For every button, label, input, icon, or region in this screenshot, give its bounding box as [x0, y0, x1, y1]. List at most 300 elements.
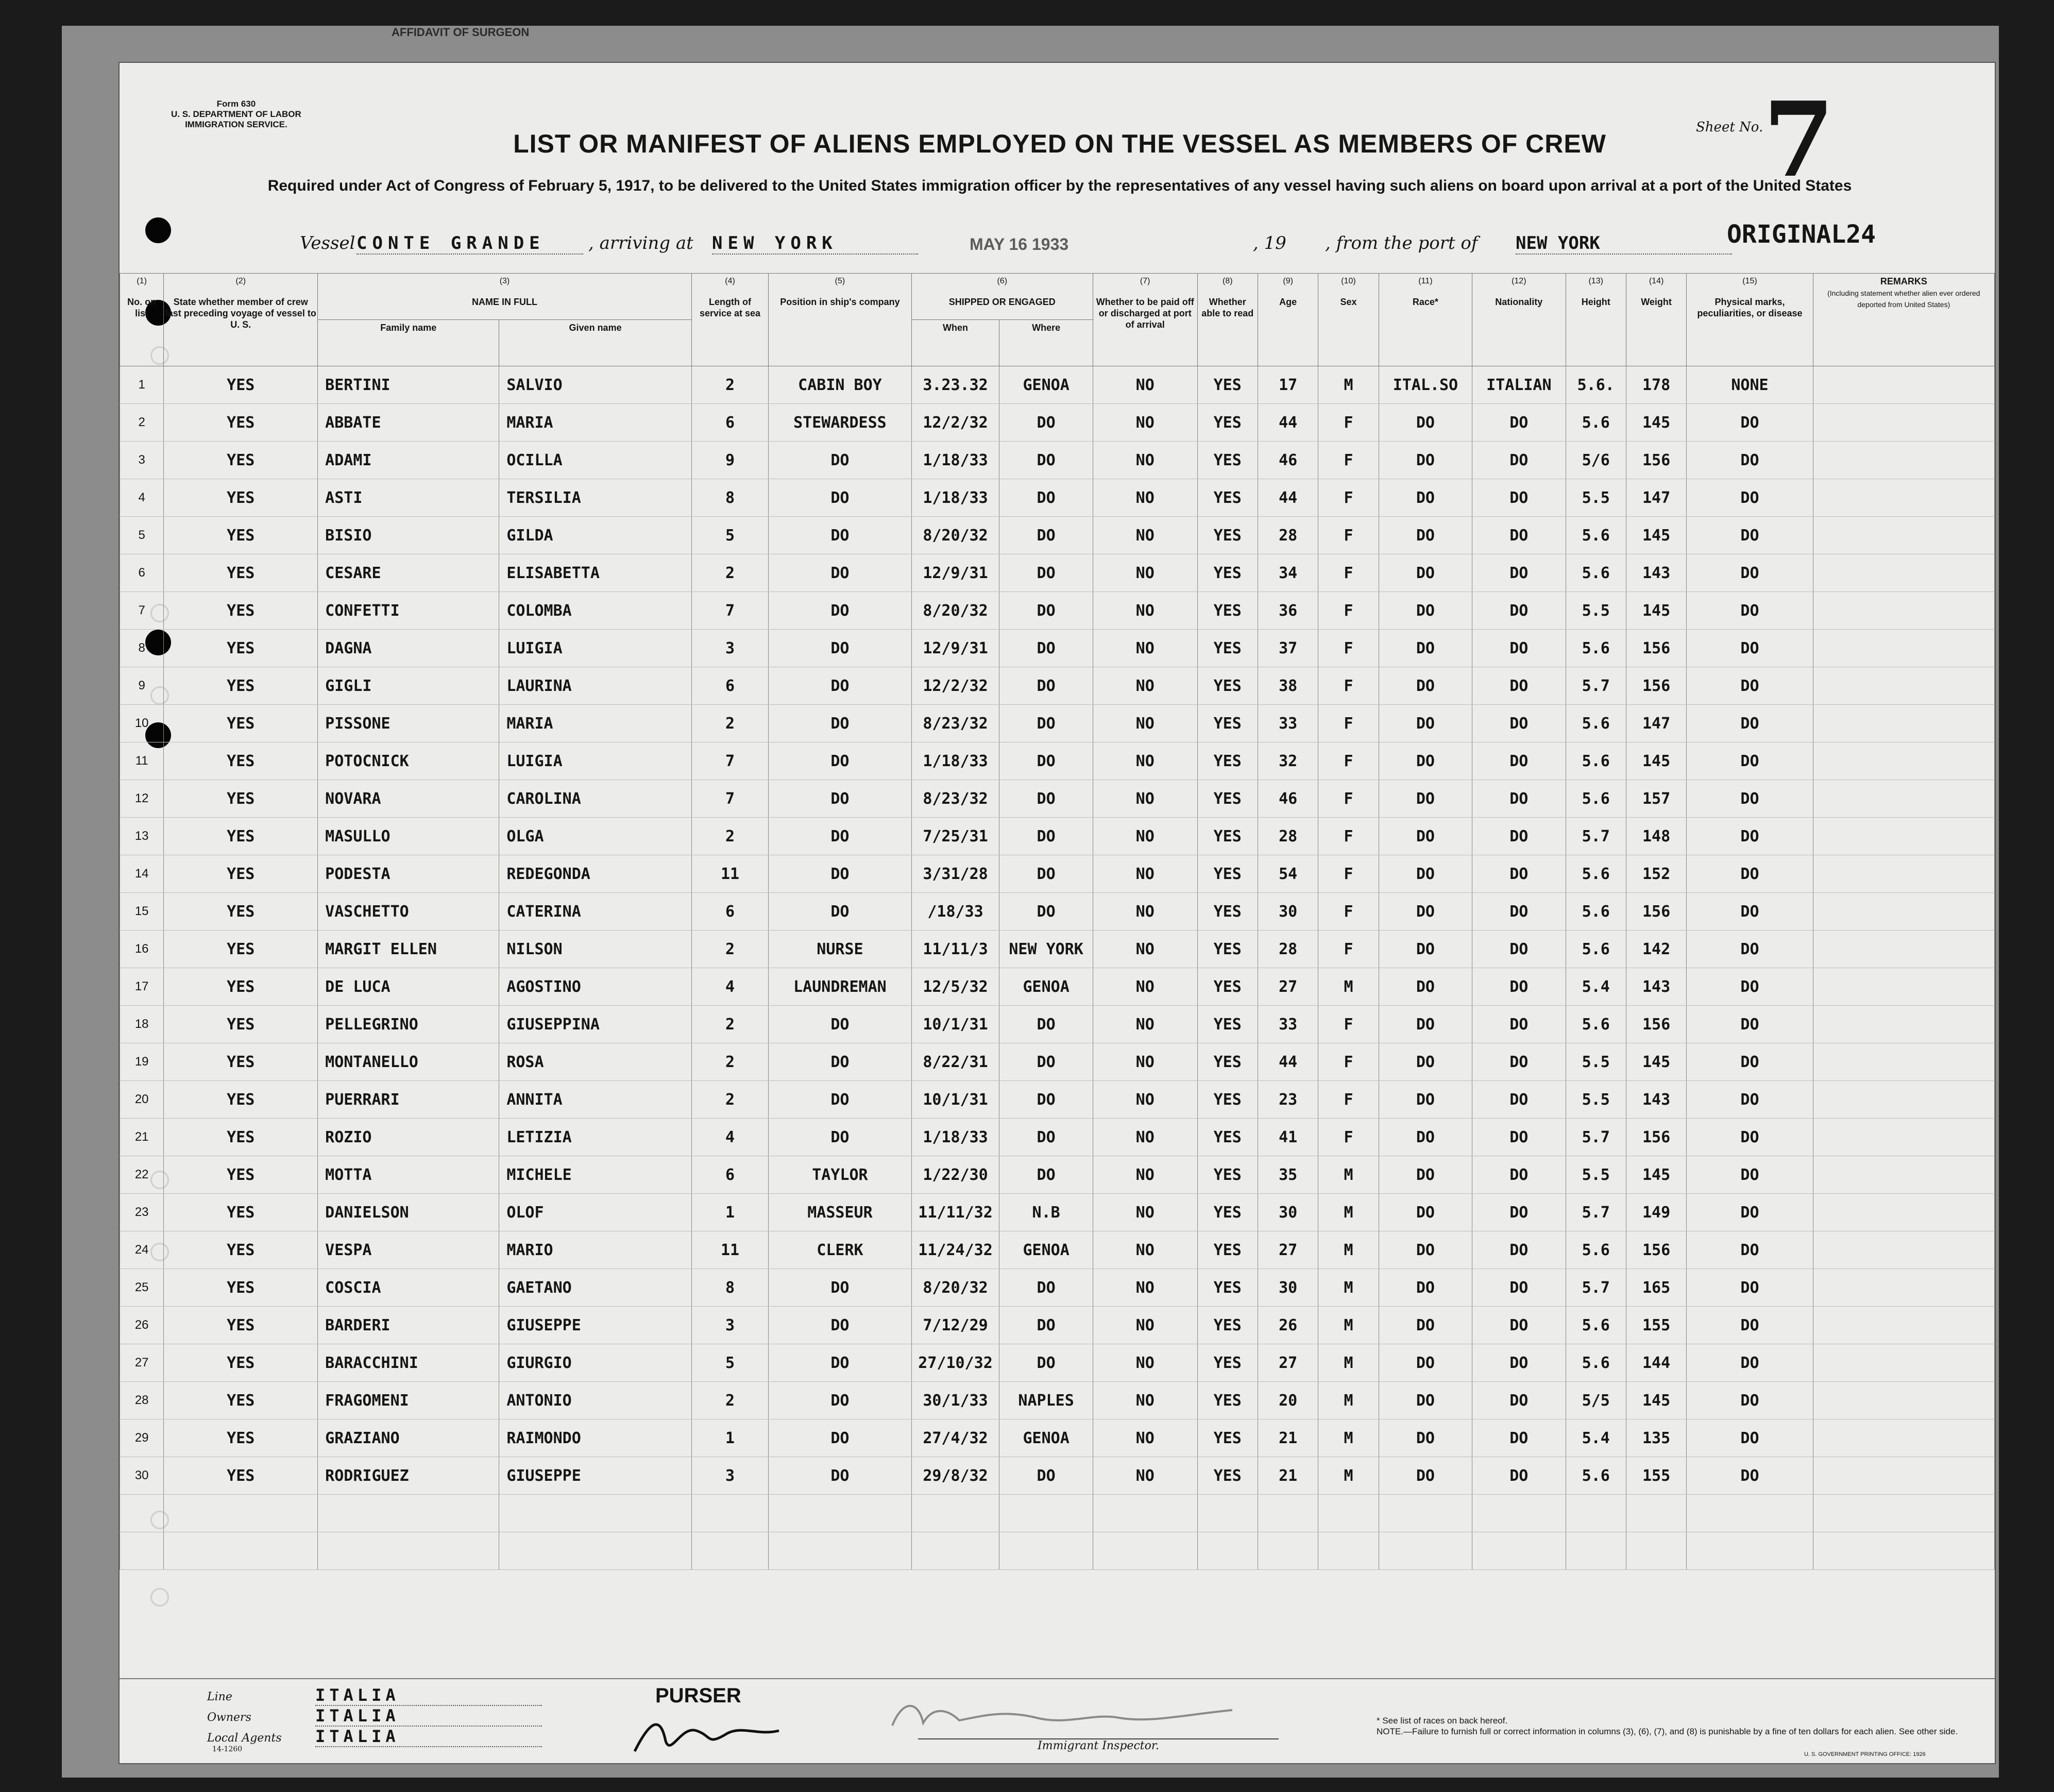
nationality-cell: DO: [1472, 1269, 1566, 1307]
family-name-cell: ADAMI: [318, 442, 499, 479]
given-name-cell: ROSA: [499, 1043, 692, 1081]
position-cell: DO: [769, 630, 911, 667]
age-cell: 28: [1258, 818, 1318, 855]
weight-cell: 147: [1626, 705, 1686, 742]
shipped-where-cell: DO: [999, 855, 1093, 893]
weight-cell: 143: [1626, 554, 1686, 592]
race-cell: DO: [1379, 1231, 1472, 1269]
service-length-cell: 2: [691, 366, 768, 404]
nationality-cell: DO: [1472, 893, 1566, 931]
col-header-where: Where: [999, 320, 1093, 366]
sheet-number: 7: [1763, 79, 1835, 200]
sex-cell: [1318, 1495, 1379, 1532]
shipped-where-cell: [999, 1495, 1093, 1532]
weight-cell: 156: [1626, 1231, 1686, 1269]
age-cell: 44: [1258, 479, 1318, 517]
remarks-cell: [1813, 1419, 1994, 1457]
nationality-cell: DO: [1472, 630, 1566, 667]
weight-cell: 156: [1626, 1119, 1686, 1156]
shipped-when-cell: 7/12/29: [911, 1307, 999, 1344]
age-cell: 30: [1258, 1194, 1318, 1231]
line-label: Line: [207, 1690, 232, 1703]
nationality-cell: DO: [1472, 479, 1566, 517]
shipped-when-cell: 11/24/32: [911, 1231, 999, 1269]
remarks-cell: [1813, 1156, 1994, 1194]
able-to-read-cell: YES: [1197, 1269, 1258, 1307]
shipped-where-cell: GENOA: [999, 366, 1093, 404]
row-number-cell: 23: [120, 1194, 164, 1231]
position-cell: DO: [769, 893, 911, 931]
nationality-cell: [1472, 1495, 1566, 1532]
col-header-read: (8) Whether able to read: [1197, 274, 1258, 366]
prev-voyage-cell: YES: [164, 1307, 318, 1344]
shipped-when-cell: 10/1/31: [911, 1081, 999, 1119]
physical-marks-cell: DO: [1687, 931, 1813, 968]
prev-voyage-cell: YES: [164, 742, 318, 780]
position-cell: DO: [769, 1457, 911, 1495]
shipped-when-cell: 27/4/32: [911, 1419, 999, 1457]
physical-marks-cell: DO: [1687, 1419, 1813, 1457]
position-cell: DO: [769, 1419, 911, 1457]
race-cell: DO: [1379, 1307, 1472, 1344]
row-number-cell: 30: [120, 1457, 164, 1495]
shipped-when-cell: 12/9/31: [911, 630, 999, 667]
position-cell: DO: [769, 1344, 911, 1382]
table-row: [120, 1119, 1995, 1156]
prev-voyage-cell: YES: [164, 1081, 318, 1119]
able-to-read-cell: YES: [1197, 742, 1258, 780]
crew-table-body: [120, 366, 1995, 1570]
paid-off-cell: NO: [1093, 1344, 1197, 1382]
able-to-read-cell: YES: [1197, 780, 1258, 818]
weight-cell: 145: [1626, 742, 1686, 780]
family-name-cell: [318, 1495, 499, 1532]
manifest-sheet: [118, 62, 1996, 1764]
col-header-family-name: Family name: [318, 320, 499, 366]
able-to-read-cell: YES: [1197, 1119, 1258, 1156]
position-cell: DO: [769, 780, 911, 818]
height-cell: 5.7: [1566, 818, 1626, 855]
shipped-where-cell: DO: [999, 1269, 1093, 1307]
paid-off-cell: NO: [1093, 479, 1197, 517]
service-length-cell: 7: [691, 742, 768, 780]
given-name-cell: REDEGONDA: [499, 855, 692, 893]
race-cell: DO: [1379, 1119, 1472, 1156]
service-length-cell: 5: [691, 517, 768, 554]
height-cell: 5.6: [1566, 404, 1626, 442]
remarks-cell: [1813, 592, 1994, 630]
prev-voyage-cell: YES: [164, 1269, 318, 1307]
position-cell: DO: [769, 1269, 911, 1307]
weight-cell: [1626, 1495, 1686, 1532]
weight-cell: 156: [1626, 1006, 1686, 1043]
weight-cell: 142: [1626, 931, 1686, 968]
col-header-no: (1) No. on list: [120, 274, 164, 366]
remarks-cell: [1813, 893, 1994, 931]
position-cell: DO: [769, 705, 911, 742]
shipped-when-cell: 12/5/32: [911, 968, 999, 1006]
service-length-cell: 6: [691, 667, 768, 705]
able-to-read-cell: YES: [1197, 554, 1258, 592]
remarks-cell: [1813, 1006, 1994, 1043]
height-cell: 5.6: [1566, 630, 1626, 667]
position-cell: DO: [769, 517, 911, 554]
shipped-when-cell: 12/9/31: [911, 554, 999, 592]
shipped-when-cell: 30/1/33: [911, 1382, 999, 1419]
given-name-cell: RAIMONDO: [499, 1419, 692, 1457]
height-cell: 5.7: [1566, 1119, 1626, 1156]
shipped-when-cell: 8/20/32: [911, 592, 999, 630]
sex-cell: M: [1318, 1231, 1379, 1269]
sex-cell: F: [1318, 742, 1379, 780]
col-header-name: (3) NAME IN FULL: [318, 274, 692, 320]
shipped-where-cell: DO: [999, 442, 1093, 479]
service-length-cell: 9: [691, 442, 768, 479]
physical-marks-cell: DO: [1687, 1307, 1813, 1344]
physical-marks-cell: DO: [1687, 1344, 1813, 1382]
service-length-cell: 2: [691, 1382, 768, 1419]
table-row: [120, 479, 1995, 517]
nationality-cell: DO: [1472, 1344, 1566, 1382]
paid-off-cell: NO: [1093, 968, 1197, 1006]
height-cell: 5.5: [1566, 592, 1626, 630]
table-row: [120, 1307, 1995, 1344]
prev-voyage-cell: YES: [164, 1344, 318, 1382]
family-name-cell: NOVARA: [318, 780, 499, 818]
paid-off-cell: NO: [1093, 818, 1197, 855]
physical-marks-cell: DO: [1687, 1457, 1813, 1495]
able-to-read-cell: YES: [1197, 1419, 1258, 1457]
row-number-cell: 5: [120, 517, 164, 554]
inspector-label: Immigrant Inspector.: [918, 1738, 1279, 1752]
race-cell: DO: [1379, 705, 1472, 742]
page-subtitle: Required under Act of Congress of February 5, 1917, to be delivered to the United States immigration officer by the representatives of any vessel having such aliens on board upon arrival at a port of the United States: [267, 177, 1852, 194]
age-cell: 41: [1258, 1119, 1318, 1156]
remarks-cell: [1813, 479, 1994, 517]
physical-marks-cell: DO: [1687, 968, 1813, 1006]
prev-voyage-cell: YES: [164, 1119, 318, 1156]
physical-marks-cell: DO: [1687, 1119, 1813, 1156]
row-number-cell: 10: [120, 705, 164, 742]
prev-voyage-cell: YES: [164, 442, 318, 479]
weight-cell: 156: [1626, 893, 1686, 931]
paid-off-cell: NO: [1093, 404, 1197, 442]
given-name-cell: LAURINA: [499, 667, 692, 705]
table-row: [120, 931, 1995, 968]
table-row: [120, 366, 1995, 404]
given-name-cell: COLOMBA: [499, 592, 692, 630]
service-length-cell: 7: [691, 592, 768, 630]
sex-cell: M: [1318, 1307, 1379, 1344]
race-cell: [1379, 1532, 1472, 1570]
shipped-where-cell: N.B: [999, 1194, 1093, 1231]
weight-cell: 152: [1626, 855, 1686, 893]
remarks-cell: [1813, 780, 1994, 818]
sex-cell: M: [1318, 1344, 1379, 1382]
position-cell: DO: [769, 1043, 911, 1081]
physical-marks-cell: [1687, 1495, 1813, 1532]
family-name-cell: MOTTA: [318, 1156, 499, 1194]
col-header-when: When: [911, 320, 999, 366]
race-cell: DO: [1379, 931, 1472, 968]
shipped-where-cell: DO: [999, 667, 1093, 705]
printer-imprint: U. S. GOVERNMENT PRINTING OFFICE: 1926: [1804, 1751, 1926, 1757]
given-name-cell: LUIGIA: [499, 742, 692, 780]
shipped-when-cell: [911, 1532, 999, 1570]
sex-cell: M: [1318, 366, 1379, 404]
row-number-cell: 22: [120, 1156, 164, 1194]
row-number-cell: 17: [120, 968, 164, 1006]
age-cell: 21: [1258, 1457, 1318, 1495]
table-row: [120, 667, 1995, 705]
nationality-cell: DO: [1472, 968, 1566, 1006]
service-length-cell: 6: [691, 1156, 768, 1194]
physical-marks-cell: NONE: [1687, 366, 1813, 404]
nationality-cell: DO: [1472, 1006, 1566, 1043]
sex-cell: M: [1318, 968, 1379, 1006]
height-cell: 5.5: [1566, 1156, 1626, 1194]
prev-voyage-cell: YES: [164, 1006, 318, 1043]
sex-cell: F: [1318, 893, 1379, 931]
table-row: [120, 517, 1995, 554]
given-name-cell: LETIZIA: [499, 1119, 692, 1156]
shipped-when-cell: 29/8/32: [911, 1457, 999, 1495]
shipped-when-cell: 7/25/31: [911, 818, 999, 855]
given-name-cell: ELISABETTA: [499, 554, 692, 592]
position-cell: DO: [769, 1382, 911, 1419]
shipped-when-cell: 11/11/32: [911, 1194, 999, 1231]
col-header-height: (13) Height: [1566, 274, 1626, 366]
able-to-read-cell: YES: [1197, 1194, 1258, 1231]
race-cell: DO: [1379, 1457, 1472, 1495]
given-name-cell: MARIA: [499, 705, 692, 742]
prev-voyage-cell: YES: [164, 554, 318, 592]
service-length-cell: 11: [691, 1231, 768, 1269]
age-cell: 44: [1258, 404, 1318, 442]
shipped-when-cell: 8/23/32: [911, 705, 999, 742]
age-cell: 20: [1258, 1382, 1318, 1419]
position-cell: DO: [769, 592, 911, 630]
table-row: [120, 1081, 1995, 1119]
race-cell: DO: [1379, 1156, 1472, 1194]
race-cell: [1379, 1495, 1472, 1532]
family-name-cell: MONTANELLO: [318, 1043, 499, 1081]
height-cell: 5.6: [1566, 893, 1626, 931]
nationality-cell: DO: [1472, 1231, 1566, 1269]
position-cell: MASSEUR: [769, 1194, 911, 1231]
nationality-cell: DO: [1472, 592, 1566, 630]
nationality-cell: DO: [1472, 1156, 1566, 1194]
table-row: [120, 592, 1995, 630]
shipped-when-cell: 1/18/33: [911, 742, 999, 780]
weight-cell: 144: [1626, 1344, 1686, 1382]
service-length-cell: 7: [691, 780, 768, 818]
race-cell: DO: [1379, 630, 1472, 667]
age-cell: 27: [1258, 968, 1318, 1006]
prev-voyage-cell: YES: [164, 404, 318, 442]
col-header-position: (5) Position in ship's company: [769, 274, 911, 366]
service-length-cell: 3: [691, 1457, 768, 1495]
col-header-physical-marks: (15) Physical marks, peculiarities, or disease: [1687, 274, 1813, 366]
given-name-cell: ANNITA: [499, 1081, 692, 1119]
year-label: , 19: [1253, 233, 1286, 253]
height-cell: 5.6: [1566, 1006, 1626, 1043]
table-row: [120, 742, 1995, 780]
height-cell: 5/6: [1566, 442, 1626, 479]
form-identifier: [171, 99, 301, 130]
race-cell: DO: [1379, 855, 1472, 893]
shipped-where-cell: GENOA: [999, 968, 1093, 1006]
paid-off-cell: NO: [1093, 1457, 1197, 1495]
race-cell: DO: [1379, 780, 1472, 818]
nationality-cell: DO: [1472, 780, 1566, 818]
physical-marks-cell: DO: [1687, 893, 1813, 931]
paid-off-cell: NO: [1093, 1006, 1197, 1043]
age-cell: 28: [1258, 931, 1318, 968]
vessel-line: [300, 233, 1742, 264]
service-length-cell: 1: [691, 1419, 768, 1457]
weight-cell: 143: [1626, 968, 1686, 1006]
able-to-read-cell: YES: [1197, 404, 1258, 442]
col-header-nationality: (12) Nationality: [1472, 274, 1566, 366]
age-cell: 38: [1258, 667, 1318, 705]
physical-marks-cell: DO: [1687, 404, 1813, 442]
shipped-where-cell: DO: [999, 780, 1093, 818]
remarks-cell: [1813, 968, 1994, 1006]
prev-voyage-cell: YES: [164, 630, 318, 667]
given-name-cell: MICHELE: [499, 1156, 692, 1194]
family-name-cell: PODESTA: [318, 855, 499, 893]
race-cell: DO: [1379, 1344, 1472, 1382]
position-cell: DO: [769, 479, 911, 517]
nationality-cell: DO: [1472, 1194, 1566, 1231]
agents-label: Local Agents: [207, 1732, 282, 1745]
shipped-where-cell: DO: [999, 705, 1093, 742]
binder-hole: [145, 217, 171, 243]
prev-voyage-cell: YES: [164, 780, 318, 818]
paid-off-cell: [1093, 1495, 1197, 1532]
sex-cell: F: [1318, 1119, 1379, 1156]
sex-cell: F: [1318, 442, 1379, 479]
able-to-read-cell: [1197, 1532, 1258, 1570]
table-row: [120, 554, 1995, 592]
nationality-cell: DO: [1472, 1307, 1566, 1344]
remarks-cell: [1813, 442, 1994, 479]
sex-cell: F: [1318, 479, 1379, 517]
position-cell: NURSE: [769, 931, 911, 968]
prev-voyage-cell: [164, 1532, 318, 1570]
given-name-cell: CATERINA: [499, 893, 692, 931]
race-cell: DO: [1379, 1006, 1472, 1043]
nationality-cell: DO: [1472, 404, 1566, 442]
remarks-cell: [1813, 855, 1994, 893]
paid-off-cell: NO: [1093, 1419, 1197, 1457]
family-name-cell: PISSONE: [318, 705, 499, 742]
age-cell: [1258, 1532, 1318, 1570]
physical-marks-cell: DO: [1687, 554, 1813, 592]
row-number-cell: 8: [120, 630, 164, 667]
race-cell: DO: [1379, 1382, 1472, 1419]
department-name: U. S. DEPARTMENT OF LABOR: [171, 109, 301, 119]
paid-off-cell: NO: [1093, 1382, 1197, 1419]
shipped-where-cell: GENOA: [999, 1419, 1093, 1457]
row-number-cell: 20: [120, 1081, 164, 1119]
row-number-cell: 11: [120, 742, 164, 780]
able-to-read-cell: YES: [1197, 1382, 1258, 1419]
owners-label: Owners: [207, 1711, 251, 1724]
given-name-cell: GILDA: [499, 517, 692, 554]
sex-cell: M: [1318, 1457, 1379, 1495]
weight-cell: 143: [1626, 1081, 1686, 1119]
shipped-when-cell: 8/20/32: [911, 517, 999, 554]
weight-cell: 145: [1626, 1043, 1686, 1081]
able-to-read-cell: YES: [1197, 1043, 1258, 1081]
crew-table-wrap: [120, 273, 1995, 1675]
able-to-read-cell: YES: [1197, 1081, 1258, 1119]
race-cell: DO: [1379, 1269, 1472, 1307]
weight-cell: 178: [1626, 366, 1686, 404]
weight-cell: 145: [1626, 592, 1686, 630]
row-number-cell: 24: [120, 1231, 164, 1269]
height-cell: 5.7: [1566, 1269, 1626, 1307]
physical-marks-cell: DO: [1687, 855, 1813, 893]
shipped-when-cell: 12/2/32: [911, 404, 999, 442]
given-name-cell: GAETANO: [499, 1269, 692, 1307]
family-name-cell: CESARE: [318, 554, 499, 592]
shipped-when-cell: 1/18/33: [911, 1119, 999, 1156]
weight-cell: 145: [1626, 1382, 1686, 1419]
family-name-cell: GRAZIANO: [318, 1419, 499, 1457]
weight-cell: 149: [1626, 1194, 1686, 1231]
sex-cell: [1318, 1532, 1379, 1570]
able-to-read-cell: YES: [1197, 1231, 1258, 1269]
service-name: IMMIGRATION SERVICE.: [185, 120, 287, 129]
table-row-empty: [120, 1495, 1995, 1532]
family-name-cell: CONFETTI: [318, 592, 499, 630]
height-cell: 5.6: [1566, 705, 1626, 742]
row-number-cell: 28: [120, 1382, 164, 1419]
able-to-read-cell: YES: [1197, 667, 1258, 705]
row-number-cell: 12: [120, 780, 164, 818]
service-length-cell: 3: [691, 1307, 768, 1344]
remarks-cell: [1813, 667, 1994, 705]
family-name-cell: BERTINI: [318, 366, 499, 404]
able-to-read-cell: YES: [1197, 1156, 1258, 1194]
paid-off-cell: NO: [1093, 780, 1197, 818]
remarks-cell: [1813, 1269, 1994, 1307]
remarks-cell: [1813, 517, 1994, 554]
physical-marks-cell: DO: [1687, 1081, 1813, 1119]
weight-cell: 155: [1626, 1307, 1686, 1344]
family-name-cell: PUERRARI: [318, 1081, 499, 1119]
row-number-cell: 14: [120, 855, 164, 893]
prev-voyage-cell: YES: [164, 893, 318, 931]
race-cell: DO: [1379, 517, 1472, 554]
col-header-age: (9) Age: [1258, 274, 1318, 366]
table-row: [120, 1457, 1995, 1495]
paid-off-cell: NO: [1093, 1307, 1197, 1344]
position-cell: LAUNDREMAN: [769, 968, 911, 1006]
paid-off-cell: NO: [1093, 630, 1197, 667]
position-cell: DO: [769, 554, 911, 592]
prev-voyage-cell: YES: [164, 705, 318, 742]
family-name-cell: BARDERI: [318, 1307, 499, 1344]
shipped-where-cell: DO: [999, 1156, 1093, 1194]
position-cell: CLERK: [769, 1231, 911, 1269]
sex-cell: M: [1318, 1382, 1379, 1419]
sex-cell: M: [1318, 1419, 1379, 1457]
note-races: * See list of races on back hereof.: [1377, 1716, 1508, 1726]
